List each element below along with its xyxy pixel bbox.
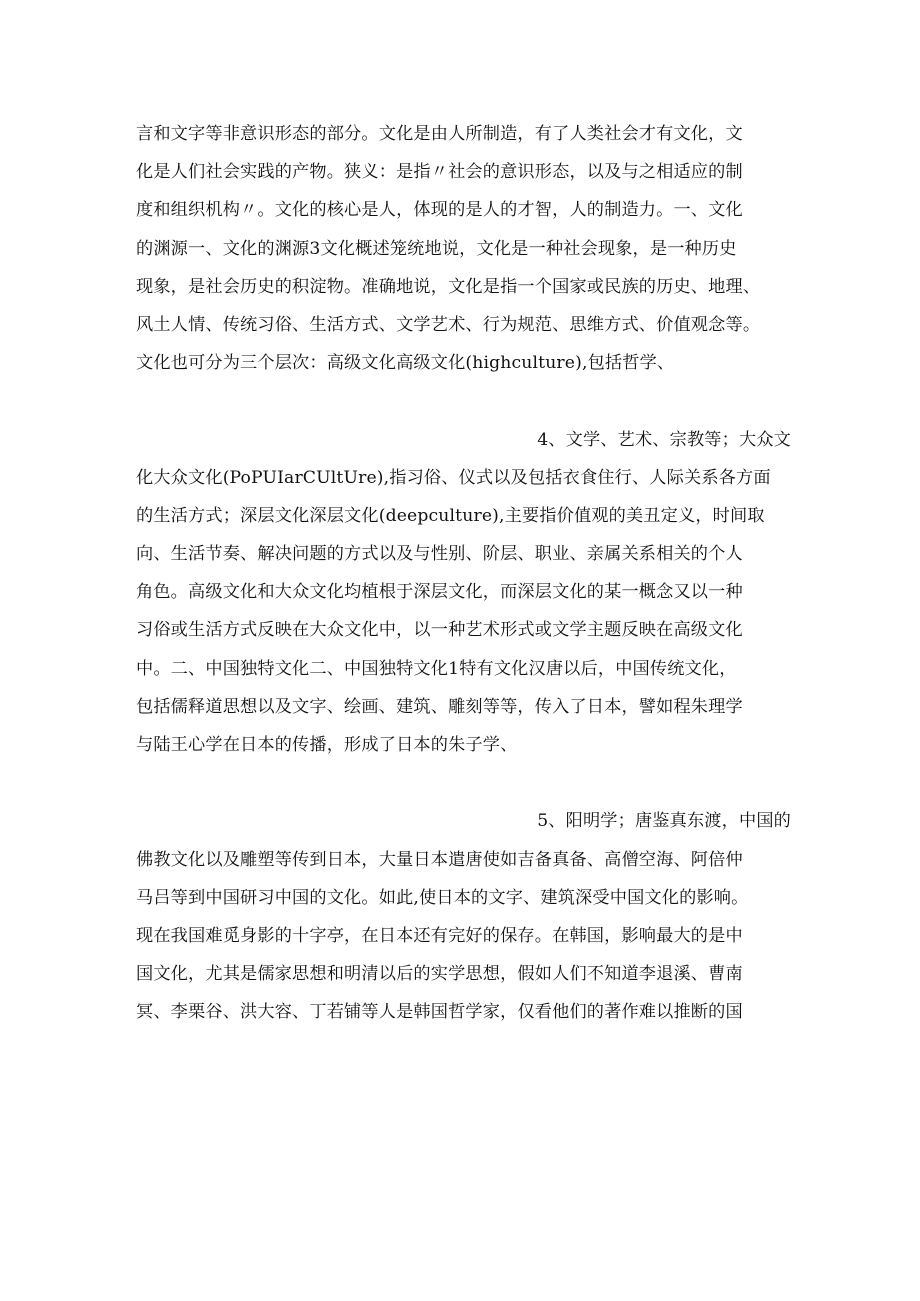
text-line: 化是人们社会实践的产物。狭义：是指〃社会的意识形态，以及与之相适应的制 — [136, 162, 743, 183]
text-line: 化大众文化(PoPUIarCUltUre),指习俗、仪式以及包括衣食住行、人际关系各方面 — [136, 467, 771, 488]
text-line: 中。二、中国独特文化二、中国独特文化1特有文化汉唐以后，中国传统文化， — [136, 658, 737, 679]
text-line: 与陆王心学在日本的传播，形成了日本的朱子学、 — [136, 735, 518, 755]
text-line: 风土人情、传统习俗、生活方式、文学艺术、行为规范、思维方式、价值观念等。 — [136, 314, 761, 335]
text-line: 国文化，尤其是儒家思想和明清以后的实学思想，假如人们不知道李退溪、曹南 — [136, 964, 743, 985]
text-line-right: 5、阳明学；唐鉴真东渡，中国的 — [537, 811, 791, 832]
text-line: 的渊源一、文化的渊源3文化概述笼统地说，文化是一种社会现象，是一种历史 — [136, 238, 737, 259]
text-line: 角色。高级文化和大众文化均植根于深层文化，而深层文化的某一概念又以一种 — [136, 582, 743, 603]
text-line: 马吕等到中国研习中国的文化。如此,使日本的文字、建筑深受中国文化的影响。 — [136, 887, 749, 908]
text-line: 习俗或生活方式反映在大众文化中，以一种艺术形式或文学主题反映在高级文化 — [136, 620, 743, 641]
text-line: 现在我国难觅身影的十字亭，在日本还有完好的保存。在韩国，影响最大的是中 — [136, 925, 743, 946]
text-line: 的生活方式；深层文化深层文化(deepculture),主要指价值观的美丑定义，时间取 — [136, 505, 765, 526]
text-line: 言和文字等非意识形态的部分。文化是由人所制造，有了人类社会才有文化，文 — [136, 124, 743, 144]
text-line-right: 4、文学、艺术、宗教等；大众文 — [537, 429, 791, 450]
text-line: 包括儒释道思想以及文字、绘画、建筑、雕刻等等，传入了日本，譬如程朱理学 — [136, 696, 743, 717]
text-line: 冥、李栗谷、洪大容、丁若铺等人是韩国哲学家，仅看他们的著作难以推断的国 — [136, 1002, 743, 1023]
text-line: 文化也可分为三个层次：高级文化高级文化(highculture),包括哲学、 — [136, 353, 675, 374]
text-line: 现象，是社会历史的积淀物。准确地说，文化是指一个国家或民族的历史、地理、 — [136, 276, 761, 297]
text-line: 佛教文化以及雕塑等传到日本，大量日本遣唐使如吉备真备、高僧空海、阿倍仲 — [136, 849, 743, 870]
body-text — [136, 115, 791, 1032]
text-line: 度和组织机构〃。文化的核心是人，体现的是人的才智，人的制造力。一、文化 — [136, 200, 743, 221]
text-line: 向、生活节奏、解决问题的方式以及与性别、阶层、职业、亲属关系相关的个人 — [136, 544, 743, 565]
